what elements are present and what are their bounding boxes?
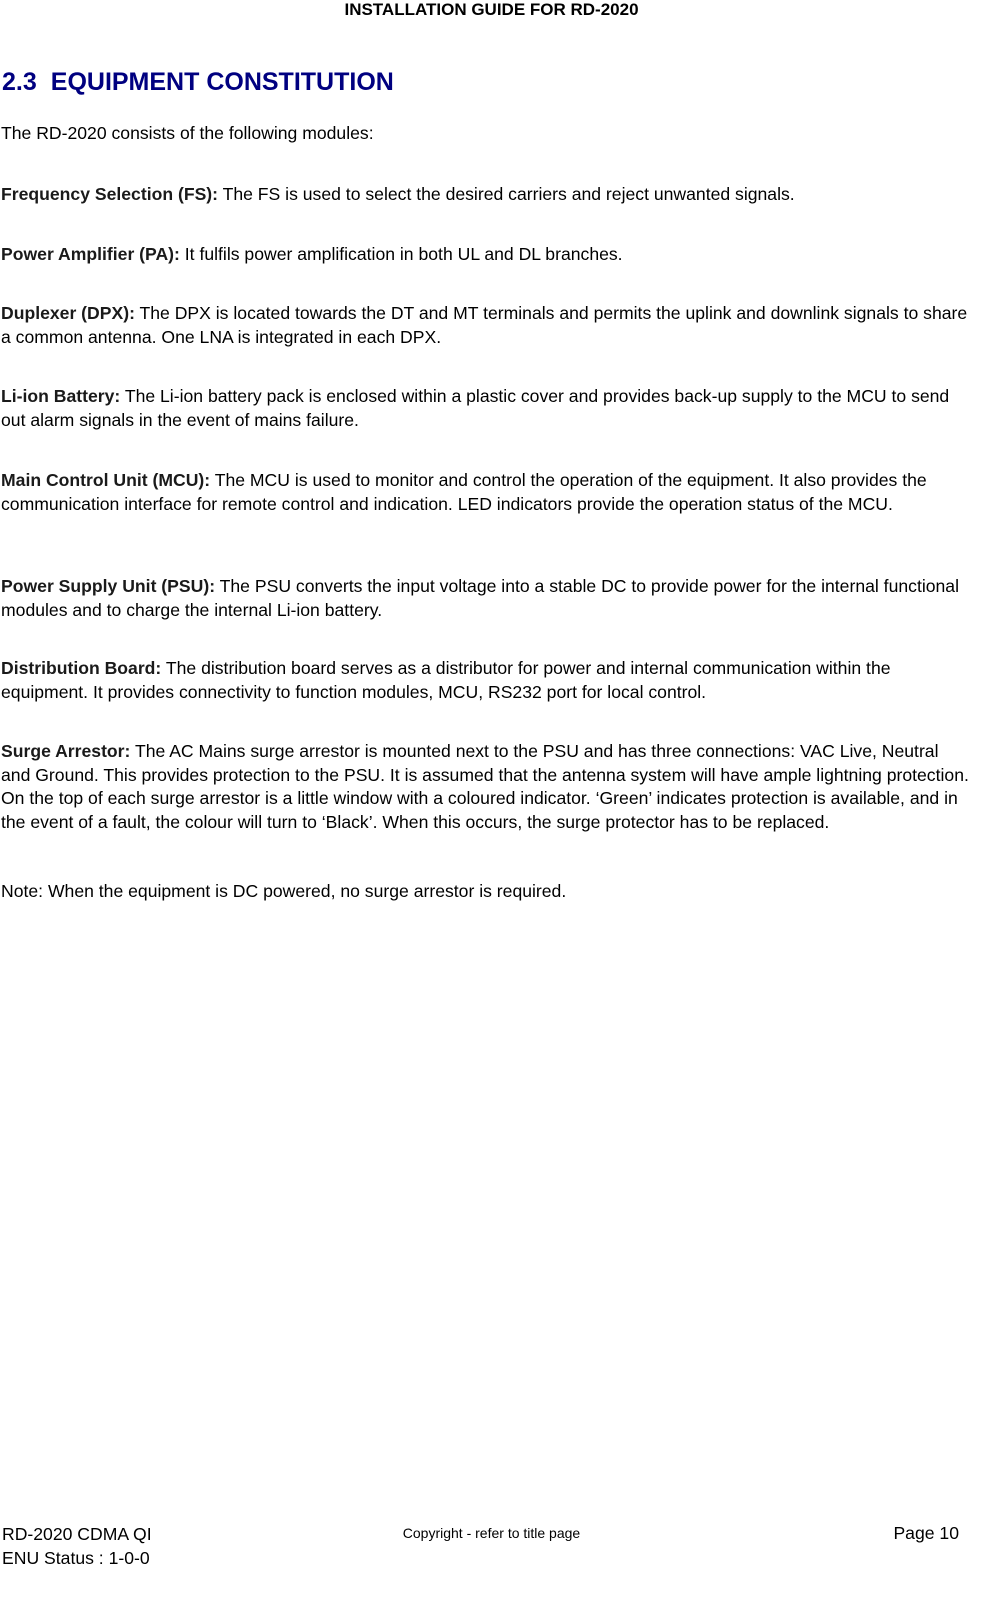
module-description: The PSU converts the input voltage into a stable DC to provide power for the internal functional modules and to charge the internal Li-ion battery.	[1, 576, 959, 620]
footer-page-number: Page 10	[893, 1523, 959, 1543]
module-term: Frequency Selection (FS):	[1, 184, 219, 204]
module-term: Duplexer (DPX):	[1, 303, 135, 323]
module-description: The distribution board serves as a distributor for power and internal communication within the equipment. It provides connectivity to function modules, MCU, RS232 port for local control.	[1, 658, 891, 702]
module-term: Power Supply Unit (PSU):	[1, 576, 216, 596]
page-header: INSTALLATION GUIDE FOR RD-2020	[344, 0, 639, 19]
section-number: 2.3	[2, 68, 37, 96]
module-description: The DPX is located towards the DT and MT terminals and permits the uplink and downlink signals to share a common antenna. One LNA is integrated in each DPX.	[1, 303, 968, 347]
module-term: Main Control Unit (MCU):	[1, 470, 211, 490]
section-heading: EQUIPMENT CONSTITUTION	[50, 68, 394, 96]
module-term: Distribution Board:	[1, 658, 162, 678]
module-description: The FS is used to select the desired carriers and reject unwanted signals.	[218, 184, 795, 204]
footer-copyright: Copyright - refer to title page	[402, 1525, 581, 1541]
module-term: Power Amplifier (PA):	[1, 244, 180, 264]
module-description: The Li-ion battery pack is enclosed within a plastic cover and provides back-up supply to the MCU to send out alarm signals in the event of mains failure.	[1, 386, 950, 430]
module-distribution-board	[1, 657, 971, 704]
module-mcu	[1, 469, 971, 516]
module-term: Li-ion Battery:	[1, 386, 121, 406]
intro-paragraph: The RD-2020 consists of the following modules:	[1, 123, 374, 143]
module-term: Surge Arrestor:	[1, 741, 131, 761]
module-battery	[1, 385, 971, 432]
footer-doc-name: RD-2020 CDMA QI	[2, 1524, 152, 1544]
note-paragraph: Note: When the equipment is DC powered, no surge arrestor is required.	[1, 881, 567, 901]
module-description: It fulfils power amplification in both UL and DL branches.	[179, 244, 623, 264]
module-description: The AC Mains surge arrestor is mounted next to the PSU and has three connections: VAC Live, Neutral and Ground. This provides protection to the PSU. It is assumed that the antenna system will have ample lightning protection. On the top of each surge arrestor is a little window with a coloured indicator. ‘Green’ indicates protection is available, and in the event of a fault, the colour will turn to ‘Black’. When this occurs, the surge protector has to be replaced.	[1, 741, 969, 832]
module-surge-arrestor	[1, 740, 971, 834]
module-psu	[1, 575, 971, 622]
module-pa	[1, 243, 971, 267]
footer-status: ENU Status : 1-0-0	[2, 1547, 150, 1568]
section-title	[2, 68, 394, 97]
module-fs	[1, 183, 971, 207]
module-dpx	[1, 302, 971, 349]
module-description: The MCU is used to monitor and control the operation of the equipment. It also provides the communication interface for remote control and indication. LED indicators provide the operation status of the MCU.	[1, 470, 927, 514]
